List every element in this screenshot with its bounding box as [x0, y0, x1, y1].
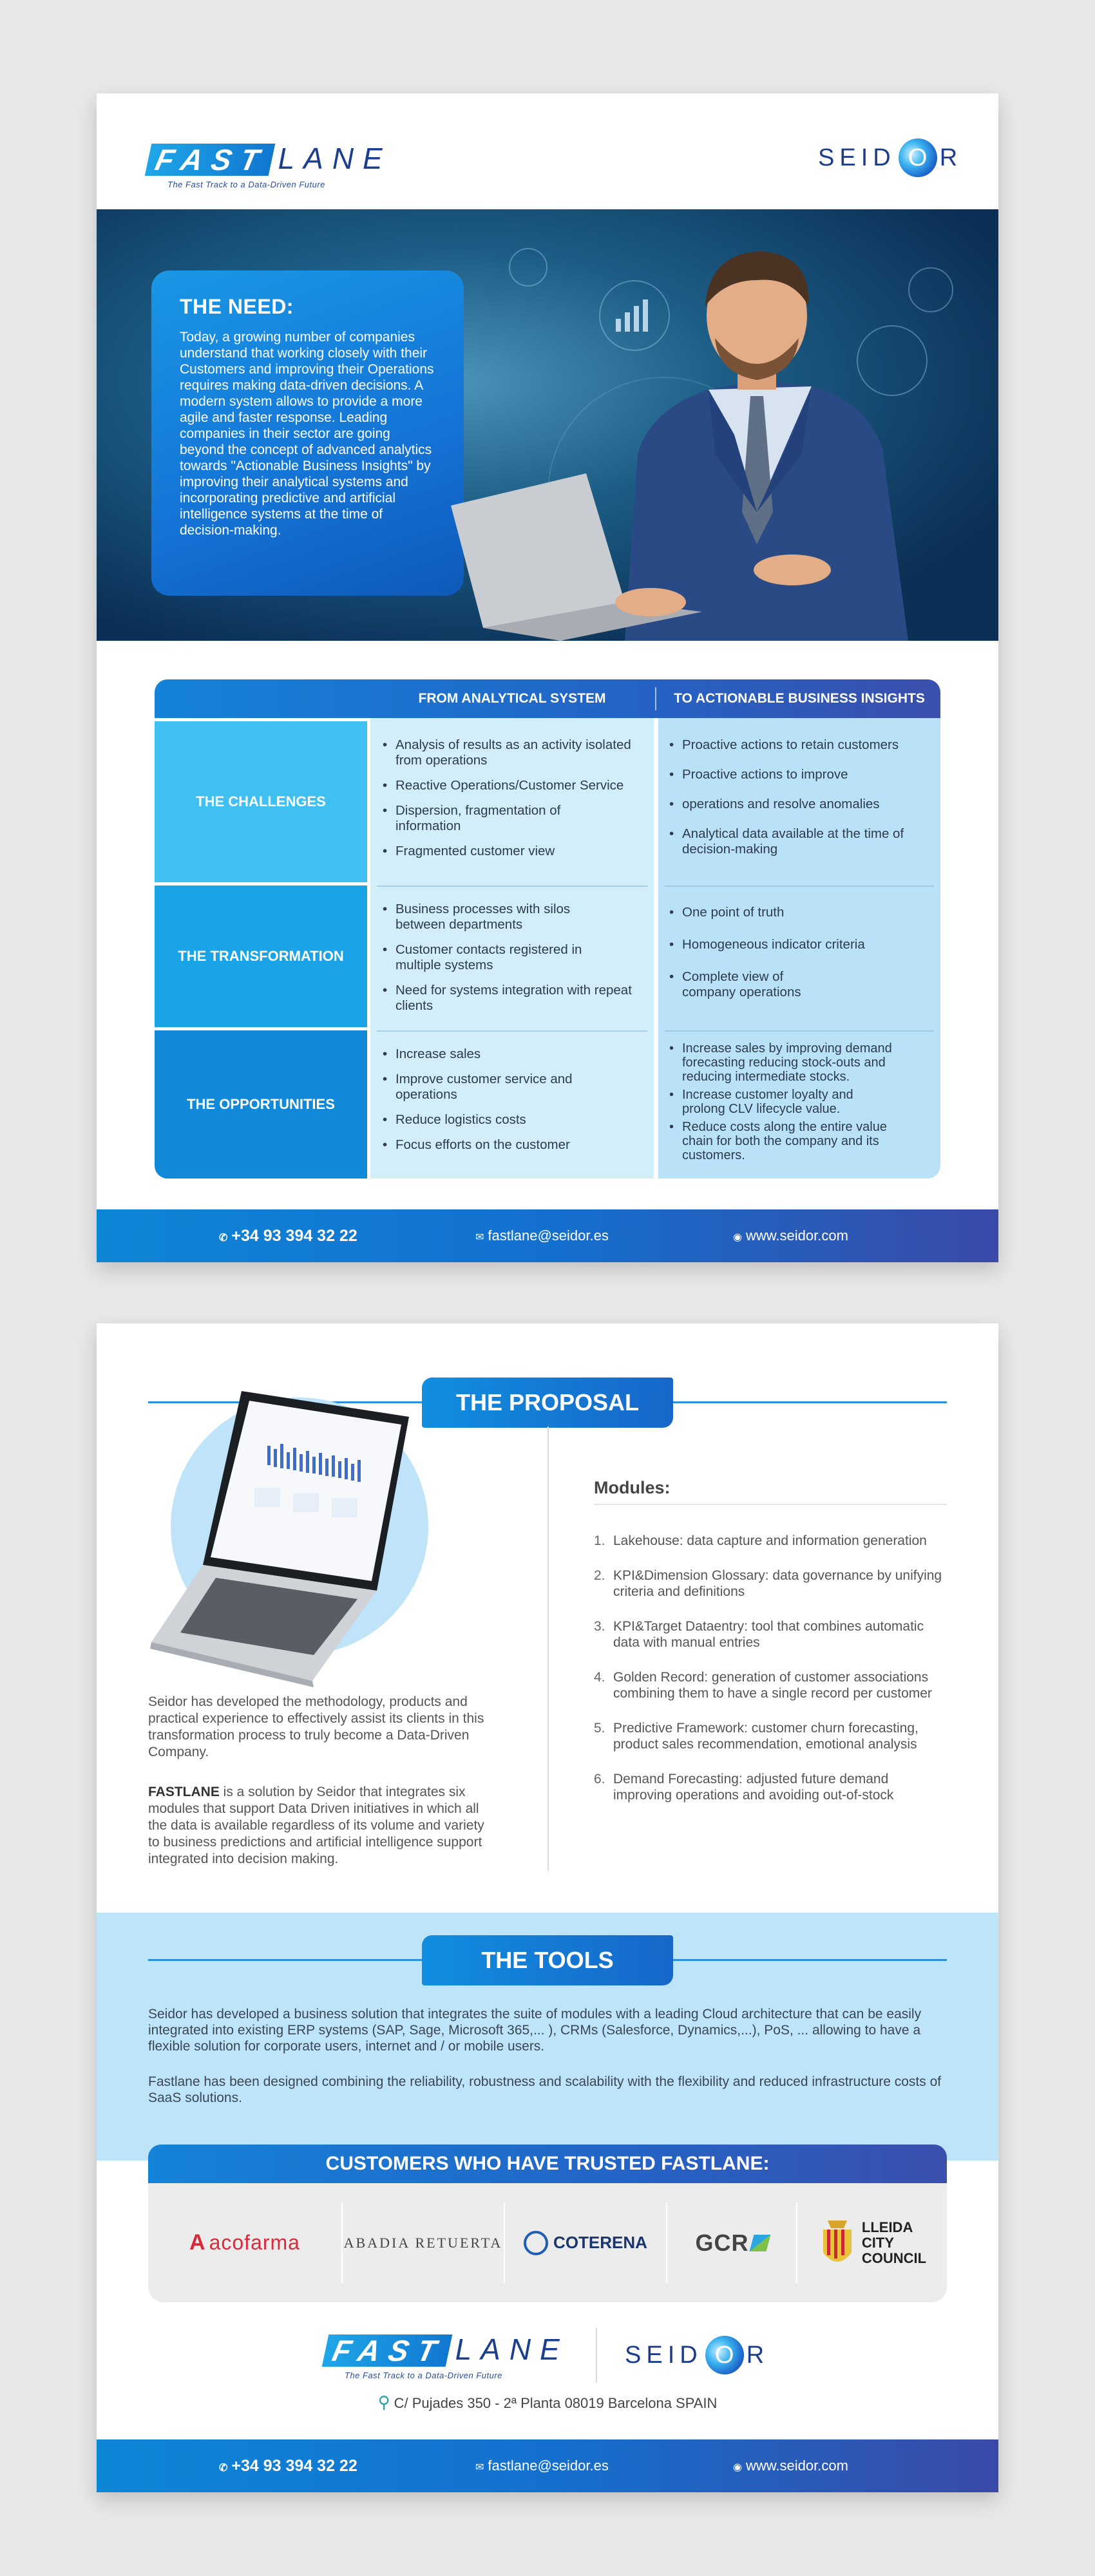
fastlane-tagline: The Fast Track to a Data-Driven Future [345, 2371, 502, 2380]
phone-icon: ✆ [219, 2463, 228, 2474]
lleida-shield-icon [818, 2214, 857, 2272]
envelope-icon: ✉ [475, 1232, 484, 1243]
address-text: C/ Pujades 350 - 2ª Planta 08019 Barcelona SPAIN [394, 2395, 718, 2411]
module-item: 1. Lakehouse: data capture and information generation [594, 1533, 927, 1548]
address [97, 2392, 998, 2412]
phone-icon: ✆ [219, 1233, 228, 1244]
lleida-text-3: COUNCIL [861, 2249, 927, 2266]
title-rule [148, 1959, 422, 1961]
gcr-mark-icon [749, 2235, 770, 2251]
seidor-logo-o: O [899, 138, 937, 177]
column-divider [548, 1426, 549, 1871]
list-item: • Proactive actions to improve [667, 767, 934, 782]
module-item: 3. KPI&Target Dataentry: tool that combines automatic data with manual entries [594, 1619, 924, 1650]
acofarma-logo [148, 2183, 341, 2302]
globe-icon: ◉ [733, 2462, 742, 2473]
module-item: 6. Demand Forecasting: adjusted future demand improving operations and avoiding out-of-stock [594, 1772, 894, 1803]
tools-paragraph-2: Fastlane has been designed combining the reliability, robustness and scalability with the flexibility and reduced infrastructure costs of SaaS solutions. [148, 2074, 942, 2105]
seidor-logo [818, 138, 962, 177]
acofarma-a-icon: A [189, 2230, 205, 2255]
seidor-logo-left: SEID [625, 2341, 703, 2369]
coterena-text: COTERENA [553, 2233, 647, 2252]
gcr-logo [667, 2183, 796, 2302]
phone-text: +34 93 394 32 22 [231, 2457, 357, 2475]
proposal-title: THE PROPOSAL [422, 1378, 673, 1428]
list-item: • Reduce logistics costs [380, 1112, 647, 1128]
fastlane-logo-lane: LANE [455, 2333, 569, 2366]
module-text: Demand Forecasting: adjusted future demand improving operations and avoiding out-of-stock [613, 1772, 894, 1803]
logo-divider [596, 2328, 597, 2383]
proposal-paragraph-1: Seidor has developed the methodology, products and practical experience to effectively assist its clients in this transformation process to truly become a Data-Driven Company. [148, 1694, 484, 1759]
footer-phone[interactable] [219, 2439, 357, 2492]
list-item: • Dispersion, fragmentation of information [380, 803, 647, 834]
customers-title: CUSTOMERS WHO HAVE TRUSTED FASTLANE: [148, 2145, 947, 2183]
seidor-logo-right: R [939, 144, 963, 171]
table-header [155, 679, 940, 718]
cell-challenges-from [380, 737, 647, 869]
list-item: • Analysis of results as an activity isolated from operations [380, 737, 647, 768]
need-text: Today, a growing number of companies understand that working closely with their Customers and improving their Operations requires making data-driven decisions. A modern system allows to provide a more agile and faster response. Leading companies in their sector are going beyond the concept of advanced analytics towards "Actionable Business Insights" by improving their analytical systems and incorporating predictive and artificial intelligence systems at the time of decision-making. [180, 330, 434, 538]
list-item: • Complete view of company operations [667, 969, 934, 1000]
module-item: 2. KPI&Dimension Glossary: data governance by unifying criteria and definitions [594, 1568, 942, 1599]
hero-image [97, 209, 998, 641]
cell-transformation-to [667, 905, 934, 1010]
module-text: Predictive Framework: customer churn forecasting, product sales recommendation, emotional analysis [613, 1721, 919, 1752]
module-text: Lakehouse: data capture and information generation [613, 1533, 927, 1548]
list-item: • Customer contacts registered in multiple systems [380, 942, 647, 973]
header-divider [655, 687, 656, 710]
lleida-city-council-logo [797, 2183, 947, 2302]
location-pin-icon: ⚲ [377, 2392, 390, 2412]
abadia-retuerta-logo [343, 2183, 504, 2302]
footer-web[interactable] [733, 2439, 848, 2492]
modules-list [594, 1533, 948, 1822]
tools-title: THE TOOLS [422, 1935, 673, 1985]
row-label-opportunities: THE OPPORTUNITIES [155, 1030, 367, 1179]
businessman-illustration [432, 242, 998, 641]
column-header-to: TO ACTIONABLE BUSINESS INSIGHTS [674, 691, 925, 706]
fastlane-logo [148, 144, 392, 189]
web-text: www.seidor.com [745, 1227, 848, 1244]
row-label-challenges: THE CHALLENGES [155, 721, 367, 882]
web-text: www.seidor.com [745, 2458, 848, 2474]
fastlane-logo-bottom [325, 2334, 569, 2380]
contact-footer [97, 1209, 998, 1262]
list-item: • Fragmented customer view [380, 844, 647, 859]
list-item: • One point of truth [667, 905, 934, 920]
row-label-transformation: THE TRANSFORMATION [155, 886, 367, 1027]
list-item: • Focus efforts on the customer [380, 1137, 647, 1153]
fastlane-logo-fast: FAST [145, 144, 275, 176]
module-text: Golden Record: generation of customer associations combining them to have a single record per customer [613, 1670, 932, 1701]
list-item: • Proactive actions to retain customers [667, 737, 934, 753]
footer-phone[interactable] [219, 1209, 357, 1262]
list-item: • Need for systems integration with repeat clients [380, 983, 647, 1014]
gcr-text: GCR [695, 2229, 749, 2256]
list-item: • operations and resolve anomalies [667, 797, 934, 812]
abadia-text: ABADIA RETUERTA [343, 2234, 503, 2251]
envelope-icon: ✉ [475, 2462, 484, 2473]
list-item: • Reactive Operations/Customer Service [380, 778, 647, 793]
footer-email[interactable] [475, 2439, 609, 2492]
modules-title: Modules: [594, 1478, 671, 1497]
cell-opportunities-to [667, 1041, 934, 1166]
row-divider [377, 1030, 647, 1032]
cell-opportunities-from [380, 1046, 647, 1162]
comparison-table [155, 679, 940, 1179]
row-divider [665, 1030, 934, 1032]
column-header-from: FROM ANALYTICAL SYSTEM [418, 691, 606, 706]
proposal-paragraph-2 [148, 1784, 496, 1868]
seidor-logo-o: O [705, 2336, 744, 2374]
title-rule [673, 1959, 947, 1961]
module-item: 4. Golden Record: generation of customer associations combining them to have a single record per customer [594, 1670, 932, 1701]
list-item: • Business processes with silos between departments [380, 902, 647, 933]
customers-logos [148, 2183, 947, 2302]
module-text: KPI&Target Dataentry: tool that combines automatic data with manual entries [613, 1619, 924, 1650]
lleida-text-2: CITY [861, 2234, 895, 2251]
list-item: • Homogeneous indicator criteria [667, 937, 934, 952]
flyer-page-1 [97, 93, 998, 1262]
flyer-page-2 [97, 1323, 998, 2492]
row-divider [665, 886, 934, 887]
acofarma-text: acofarma [209, 2231, 300, 2254]
fastlane-logo-lane: LANE [278, 142, 392, 175]
seidor-logo-left: SEID [818, 144, 896, 171]
need-box [151, 270, 464, 596]
lleida-text-1: LLEIDA [861, 2219, 913, 2235]
cell-transformation-from [380, 902, 647, 1023]
row-divider [377, 886, 647, 887]
fastlane-bold: FASTLANE [148, 1785, 220, 1799]
cell-challenges-to [667, 737, 934, 867]
module-item: 5. Predictive Framework: customer churn forecasting, product sales recommendation, emotional analysis [594, 1721, 919, 1752]
tools-paragraph-1: Seidor has developed a business solution that integrates the suite of modules with a leading Cloud architecture that can be easily integrated into existing ERP systems (SAP, Sage, Microsoft 365,... ), CRMs (Salesforce, Dynamics,...), PoS, ... allowing to have a flexible solution for corporate users, internet and / or mobile users. [148, 2007, 922, 2054]
proposal-paragraph-2-text: is a solution by Seidor that integrates six modules that support Data Driven initiatives in which all the data is available regardless of its volume and variety to business predictions and artificial intelligence support integrated into decision making. [148, 1785, 484, 1866]
list-item: • Increase sales by improving demand forecasting reducing stock-outs and reducing intermediate stocks. [667, 1041, 934, 1084]
fastlane-tagline: The Fast Track to a Data-Driven Future [167, 180, 325, 189]
list-item: • Reduce costs along the entire value chain for both the company and its customers. [667, 1120, 934, 1162]
list-item: • Increase customer loyalty and prolong CLV lifecycle value. [667, 1088, 934, 1116]
list-item: • Improve customer service and operations [380, 1072, 647, 1103]
title-rule [673, 1401, 947, 1403]
coterena-circle-icon [524, 2231, 548, 2255]
list-item: • Analytical data available at the time of decision-making [667, 826, 934, 857]
fastlane-logo-fast: FAST [322, 2334, 452, 2367]
footer-web[interactable] [733, 1209, 848, 1262]
need-title: THE NEED: [180, 295, 294, 318]
laptop-illustration [145, 1385, 461, 1687]
globe-icon: ◉ [733, 1232, 742, 1243]
module-text: KPI&Dimension Glossary: data governance by unifying criteria and definitions [613, 1568, 942, 1599]
seidor-logo-right: R [746, 2341, 770, 2369]
contact-footer [97, 2439, 998, 2492]
seidor-logo-bottom [625, 2336, 769, 2374]
email-text: fastlane@seidor.es [488, 1227, 609, 1244]
coterena-logo [505, 2183, 666, 2302]
footer-email[interactable] [475, 1209, 609, 1262]
modules-rule [594, 1504, 947, 1505]
email-text: fastlane@seidor.es [488, 2458, 609, 2474]
list-item: • Increase sales [380, 1046, 647, 1062]
phone-text: +34 93 394 32 22 [231, 1227, 357, 1245]
